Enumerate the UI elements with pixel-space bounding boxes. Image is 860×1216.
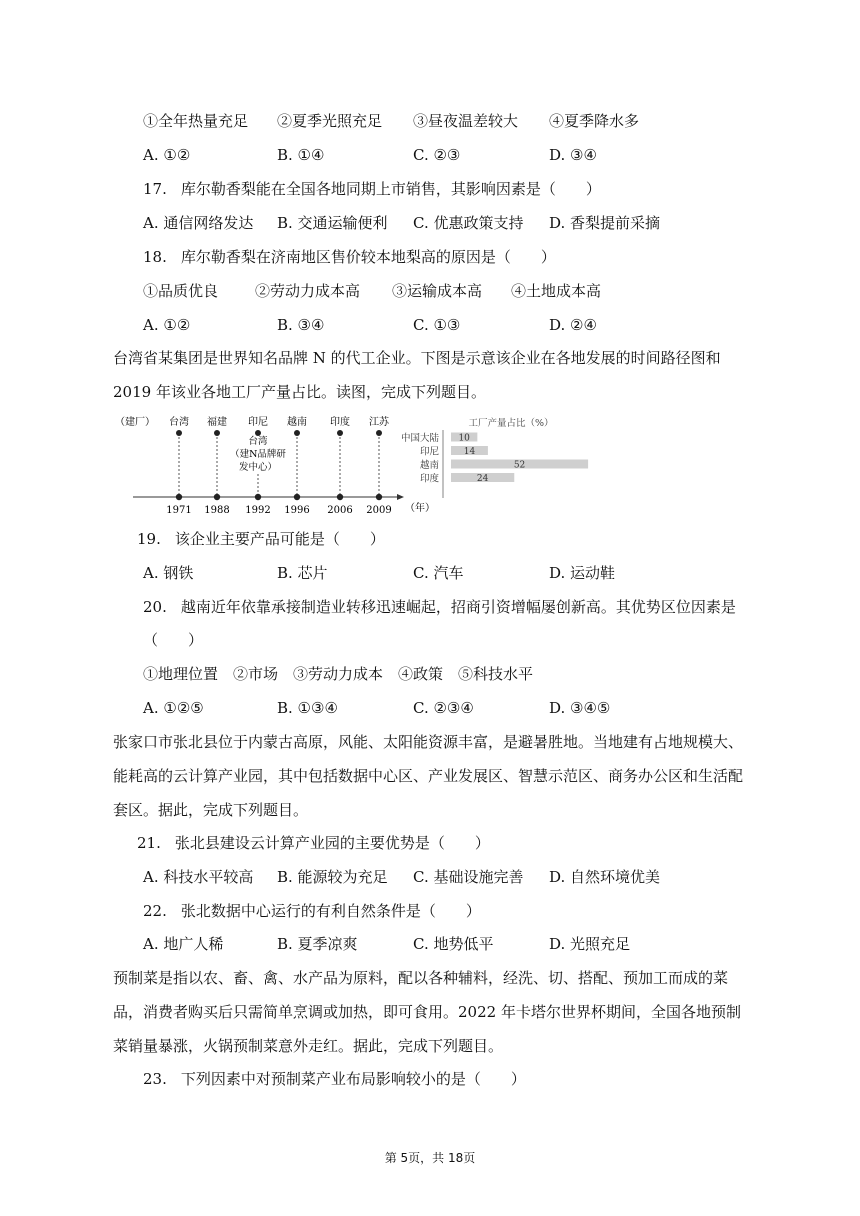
q20-stem-bracket: （ ） — [143, 631, 204, 649]
timeline-arrow — [397, 494, 404, 500]
q20-option-a: A. ①②⑤ — [143, 699, 204, 717]
q19-option-c: C. 汽车 — [413, 564, 464, 582]
question-text: 库尔勒香梨在济南地区售价较本地梨高的原因是（ ） — [180, 248, 556, 266]
q22-option-d: D. 光照充足 — [549, 935, 631, 953]
q22-option-b: B. 夏季凉爽 — [277, 935, 358, 953]
timeline-top-dot — [255, 430, 261, 436]
timeline-year-label: 1971 — [166, 505, 192, 516]
q18-item-1: ①品质优良 — [143, 282, 219, 300]
timeline-year-label: 1996 — [284, 505, 310, 516]
q16-option-d: D. ③④ — [549, 146, 597, 164]
chart-title: 工厂产量占比（%） — [468, 418, 554, 429]
timeline-figure — [113, 410, 593, 522]
chart-value-label: 10 — [458, 433, 470, 444]
question-text: 库尔勒香梨能在全国各地同期上市销售，其影响因素是（ ） — [180, 180, 601, 198]
timeline-axis-dot — [176, 494, 182, 500]
q19-stem — [137, 529, 385, 549]
passage-prepared-dishes: 预制菜是指以农、畜、禽、水产品为原料，配以各种辅料，经洗、切、搭配、预加工而成的菜品，消费者购买后只需简单烹调或加热，即可食用。2022 年卡塔尔世界杯期间，全国各地预制菜销量暴涨，火锅预制菜意外走红。据此，完成下列题目。 — [113, 969, 741, 1055]
timeline-top-dot — [176, 430, 182, 436]
q21-option-d: D. 自然环境优美 — [549, 868, 661, 886]
q19-option-d: D. 运动鞋 — [549, 564, 616, 582]
question-text: 越南近年依靠承接制造业转移迅速崛起，招商引资增幅屡创新高。其优势区位因素是 — [180, 598, 736, 616]
q18-item-4: ④土地成本高 — [511, 282, 602, 300]
question-number: 22. — [143, 902, 167, 920]
q20-items: ①地理位置 ②市场 ③劳动力成本 ④政策 ⑤科技水平 — [143, 665, 534, 683]
q23-stem — [143, 1069, 526, 1089]
q16-option-a: A. ①② — [143, 146, 191, 164]
q18-stem — [143, 247, 556, 267]
timeline-axis-dot — [294, 494, 300, 500]
timeline-axis-dot — [214, 494, 220, 500]
q18-item-2: ②劳动力成本高 — [255, 282, 361, 300]
q16-item-2: ②夏季光照充足 — [277, 112, 383, 130]
q22-stem — [143, 901, 481, 921]
question-number: 21. — [137, 834, 161, 852]
q19-option-b: B. 芯片 — [277, 564, 328, 582]
question-text: 该企业主要产品可能是（ ） — [174, 530, 385, 548]
passage-zhangbei: 张家口市张北县位于内蒙古高原，风能、太阳能资源丰富，是避暑胜地。当地建有占地规模大、能耗高的云计算产业园，其中包括数据中心区、产业发展区、智慧示范区、商务办公区和生活配套区。据此，完成下列题目。 — [113, 733, 744, 819]
q17-option-c: C. 优惠政策支持 — [413, 214, 524, 232]
q17-option-b: B. 交通运输便利 — [277, 214, 388, 232]
timeline-year-label: 2006 — [327, 505, 353, 516]
question-number: 20. — [143, 598, 167, 616]
q22-option-c: C. 地势低平 — [413, 935, 494, 953]
question-text: 下列因素中对预制菜产业布局影响较小的是（ ） — [180, 1070, 526, 1088]
q21-option-b: B. 能源较为充足 — [277, 868, 388, 886]
timeline-place-label: 越南 — [287, 417, 307, 428]
timeline-top-dot — [337, 430, 343, 436]
q21-option-a: A. 科技水平较高 — [143, 868, 254, 886]
q16-option-b: B. ①④ — [277, 146, 325, 164]
q22-option-a: A. 地广人稀 — [143, 935, 224, 953]
q20-stem — [143, 597, 736, 617]
timeline-axis-dot — [376, 494, 382, 500]
timeline-note-1: 台湾 — [248, 436, 268, 447]
timeline-year-label: 1988 — [204, 505, 230, 516]
chart-category-label: 印尼 — [419, 446, 439, 458]
timeline-unit: （年） — [405, 503, 435, 514]
q21-stem — [137, 833, 490, 853]
page-footer: 第 5页，共 18页 — [384, 1151, 476, 1165]
question-text: 张北县建设云计算产业园的主要优势是（ ） — [174, 834, 490, 852]
chart-category-label: 印度 — [419, 473, 439, 485]
timeline-place-label: 福建 — [207, 417, 227, 428]
chart-value-label: 24 — [476, 474, 489, 484]
timeline-place-label: 印尼 — [248, 417, 268, 428]
q18-item-3: ③运输成本高 — [392, 282, 483, 300]
q17-option-a: A. 通信网络发达 — [143, 214, 254, 232]
timeline-left-label: （建厂） — [115, 417, 155, 428]
question-number: 19. — [137, 530, 161, 548]
question-number: 23. — [143, 1070, 167, 1088]
q17-option-d: D. 香梨提前采摘 — [549, 214, 661, 232]
question-number: 18. — [143, 248, 167, 266]
q20-option-d: D. ③④⑤ — [549, 699, 611, 717]
chart-category-label: 中国大陆 — [400, 433, 439, 444]
timeline-top-dot — [214, 430, 220, 436]
q18-option-a: A. ①② — [143, 316, 191, 334]
timeline-note-3: 发中心） — [238, 462, 278, 473]
q16-item-4: ④夏季降水多 — [549, 112, 640, 130]
timeline-place-label: 印度 — [330, 417, 350, 428]
q19-option-a: A. 钢铁 — [143, 564, 194, 582]
q20-option-b: B. ①③④ — [277, 699, 338, 717]
timeline-note-2: （建N品牌研 — [230, 449, 286, 460]
q17-stem — [143, 179, 601, 199]
q18-option-d: D. ②④ — [549, 316, 597, 334]
q21-option-c: C. 基础设施完善 — [413, 868, 524, 886]
question-text: 张北数据中心运行的有利自然条件是（ ） — [180, 902, 481, 920]
timeline-top-dot — [376, 430, 382, 436]
timeline-top-dot — [294, 430, 300, 436]
chart-category-label: 越南 — [419, 460, 439, 471]
q16-option-c: C. ②③ — [413, 146, 461, 164]
timeline-axis-dot — [337, 494, 343, 500]
timeline-place-label: 台湾 — [169, 417, 189, 428]
passage-enterprise: 台湾省某集团是世界知名品牌 N 的代工企业。下图是示意该企业在各地发展的时间路径图和 2019 年该业各地工厂产量占比。读图，完成下列题目。 — [113, 349, 721, 401]
question-number: 17. — [143, 180, 167, 198]
q16-item-1: ①全年热量充足 — [143, 112, 249, 130]
chart-value-label: 14 — [463, 447, 476, 457]
timeline-year-label: 1992 — [245, 505, 271, 516]
timeline-year-label: 2009 — [366, 505, 392, 516]
q18-option-c: C. ①③ — [413, 316, 461, 334]
q16-item-3: ③昼夜温差较大 — [413, 112, 519, 130]
q20-option-c: C. ②③④ — [413, 699, 474, 717]
chart-value-label: 52 — [513, 460, 526, 471]
timeline-axis-dot — [255, 494, 261, 500]
q18-option-b: B. ③④ — [277, 316, 325, 334]
timeline-place-label: 江苏 — [369, 417, 389, 428]
